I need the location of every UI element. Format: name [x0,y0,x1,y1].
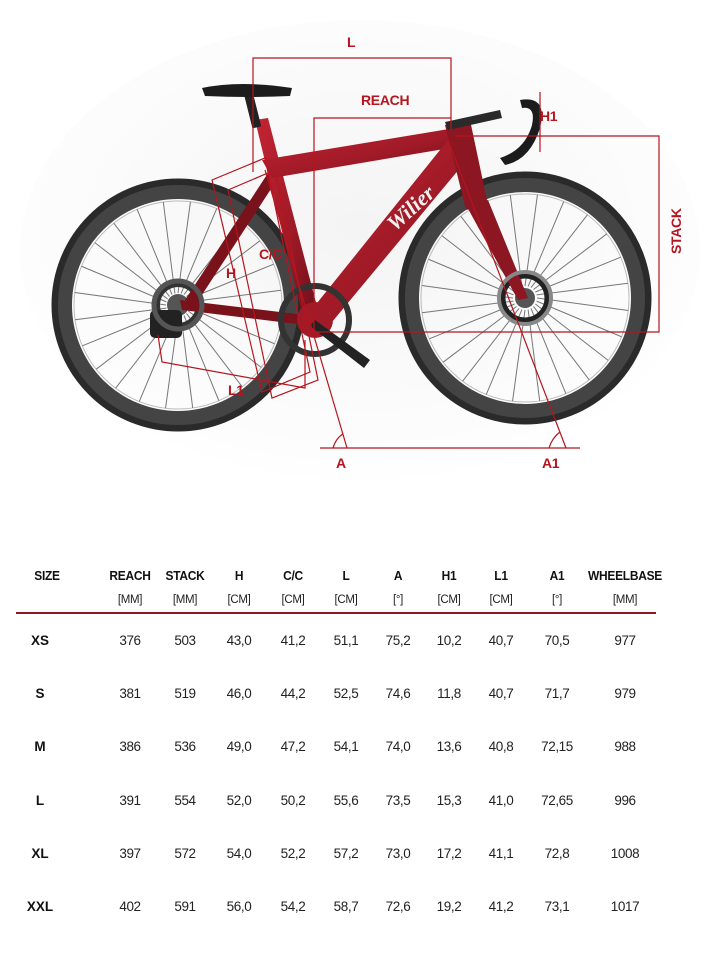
value-cell: 49,0 [226,739,252,754]
label-l: L [347,34,356,50]
column-header: SIZE [34,568,60,583]
value-cell: 72,6 [385,899,411,914]
value-cell: 54,1 [333,739,359,754]
header-divider [16,612,656,614]
value-cell: 591 [174,899,196,914]
value-cell: 47,2 [280,739,306,754]
value-cell: 391 [119,793,141,808]
value-cell: 15,3 [436,793,462,808]
column-header: L1 [494,568,508,583]
value-cell: 19,2 [436,899,462,914]
value-cell: 56,0 [226,899,252,914]
value-cell: 17,2 [436,846,462,861]
value-cell: 376 [119,633,141,648]
value-cell: 1017 [610,899,640,914]
column-header: REACH [109,568,151,583]
column-header: WHEELBASE [588,568,662,583]
value-cell: 41,2 [280,633,306,648]
value-cell: 386 [119,739,141,754]
label-cc: C/C [259,246,283,262]
value-cell: 996 [614,793,636,808]
column-unit: [MM] [612,594,638,606]
value-cell: 43,0 [226,633,252,648]
column-header: H1 [441,568,457,583]
value-cell: 73,1 [544,899,570,914]
column-header: H [234,568,244,583]
value-cell: 55,6 [333,793,359,808]
value-cell: 58,7 [333,899,359,914]
label-a: A [336,455,346,471]
label-a1: A1 [542,455,560,471]
value-cell: 397 [119,846,141,861]
column-header: A1 [549,568,565,583]
value-cell: 52,0 [226,793,252,808]
value-cell: 40,8 [488,739,514,754]
value-cell: 74,6 [385,686,411,701]
label-stack: STACK [668,208,684,254]
value-cell: 71,7 [544,686,570,701]
size-cell: L [35,793,45,808]
column-header: A [393,568,403,583]
value-cell: 41,2 [488,899,514,914]
value-cell: 73,5 [385,793,411,808]
value-cell: 50,2 [280,793,306,808]
value-cell: 40,7 [488,686,514,701]
column-unit: [CM] [489,594,513,606]
value-cell: 519 [174,686,196,701]
size-cell: XS [30,633,50,648]
value-cell: 74,0 [385,739,411,754]
value-cell: 503 [174,633,196,648]
value-cell: 72,15 [541,739,573,754]
value-cell: 10,2 [436,633,462,648]
column-header: STACK [165,568,205,583]
value-cell: 51,1 [333,633,359,648]
value-cell: 75,2 [385,633,411,648]
column-unit: [°] [392,594,404,606]
value-cell: 381 [119,686,141,701]
label-reach: REACH [361,92,410,108]
value-cell: 72,8 [544,846,570,861]
value-cell: 554 [174,793,196,808]
value-cell: 41,1 [488,846,514,861]
value-cell: 41,0 [488,793,514,808]
column-header: L [342,568,350,583]
column-unit: [CM] [437,594,461,606]
column-unit: [CM] [281,594,305,606]
value-cell: 73,0 [385,846,411,861]
value-cell: 11,8 [437,686,461,701]
column-unit: [CM] [227,594,251,606]
value-cell: 70,5 [544,633,570,648]
column-unit: [°] [551,594,563,606]
value-cell: 72,65 [541,793,573,808]
value-cell: 57,2 [333,846,359,861]
value-cell: 46,0 [226,686,252,701]
value-cell: 988 [614,739,636,754]
column-unit: [MM] [117,594,143,606]
size-cell: XL [31,846,49,861]
column-header: C/C [283,568,303,583]
value-cell: 536 [174,739,196,754]
size-cell: M [34,739,46,754]
value-cell: 52,2 [280,846,306,861]
value-cell: 40,7 [488,633,514,648]
label-h: H [226,265,236,281]
label-l1: L1 [228,382,244,398]
column-unit: [CM] [334,594,358,606]
value-cell: 979 [614,686,636,701]
value-cell: 52,5 [333,686,359,701]
frame-logo: Wilier [381,180,440,236]
value-cell: 402 [119,899,141,914]
value-cell: 44,2 [280,686,306,701]
value-cell: 572 [174,846,196,861]
size-cell: S [35,686,45,701]
value-cell: 54,0 [226,846,252,861]
value-cell: 977 [614,633,636,648]
size-cell: XXL [26,899,54,914]
value-cell: 13,6 [436,739,462,754]
label-h1: H1 [540,108,558,124]
value-cell: 54,2 [280,899,306,914]
value-cell: 1008 [610,846,640,861]
column-unit: [MM] [172,594,198,606]
